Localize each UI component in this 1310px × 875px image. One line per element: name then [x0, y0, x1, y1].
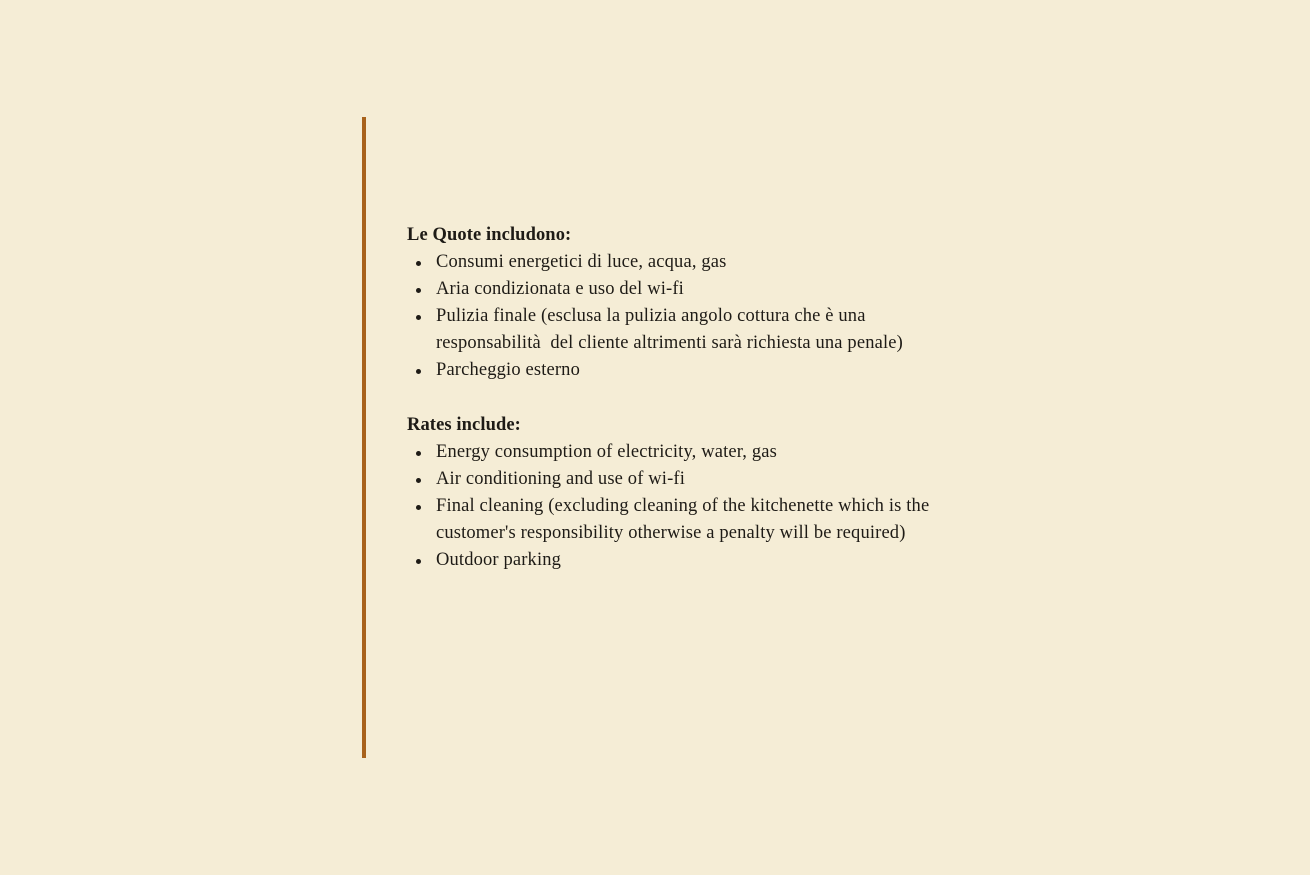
list-item: Consumi energetici di luce, acqua, gas	[407, 249, 967, 276]
italian-heading: Le Quote includono:	[407, 225, 572, 245]
list-item: Final cleaning (excluding cleaning of the kitchenette which is the customer's responsibility otherwise a penalty will be required)	[407, 493, 967, 547]
list-item: Outdoor parking	[407, 547, 967, 574]
list-item: Pulizia finale (esclusa la pulizia angolo cottura che è una responsabilità del cliente altrimenti sarà richiesta una penale)	[407, 303, 967, 357]
list-item: Aria condizionata e uso del wi-fi	[407, 276, 967, 303]
list-item: Air conditioning and use of wi-fi	[407, 466, 967, 493]
english-inclusions-list	[407, 439, 967, 574]
italian-inclusions-list	[407, 249, 967, 384]
english-section	[407, 412, 967, 574]
rates-content	[407, 222, 967, 574]
italian-section	[407, 222, 967, 384]
vertical-accent-rule	[362, 117, 366, 758]
list-item: Energy consumption of electricity, water, gas	[407, 439, 967, 466]
english-heading: Rates include:	[407, 415, 521, 435]
list-item: Parcheggio esterno	[407, 357, 967, 384]
